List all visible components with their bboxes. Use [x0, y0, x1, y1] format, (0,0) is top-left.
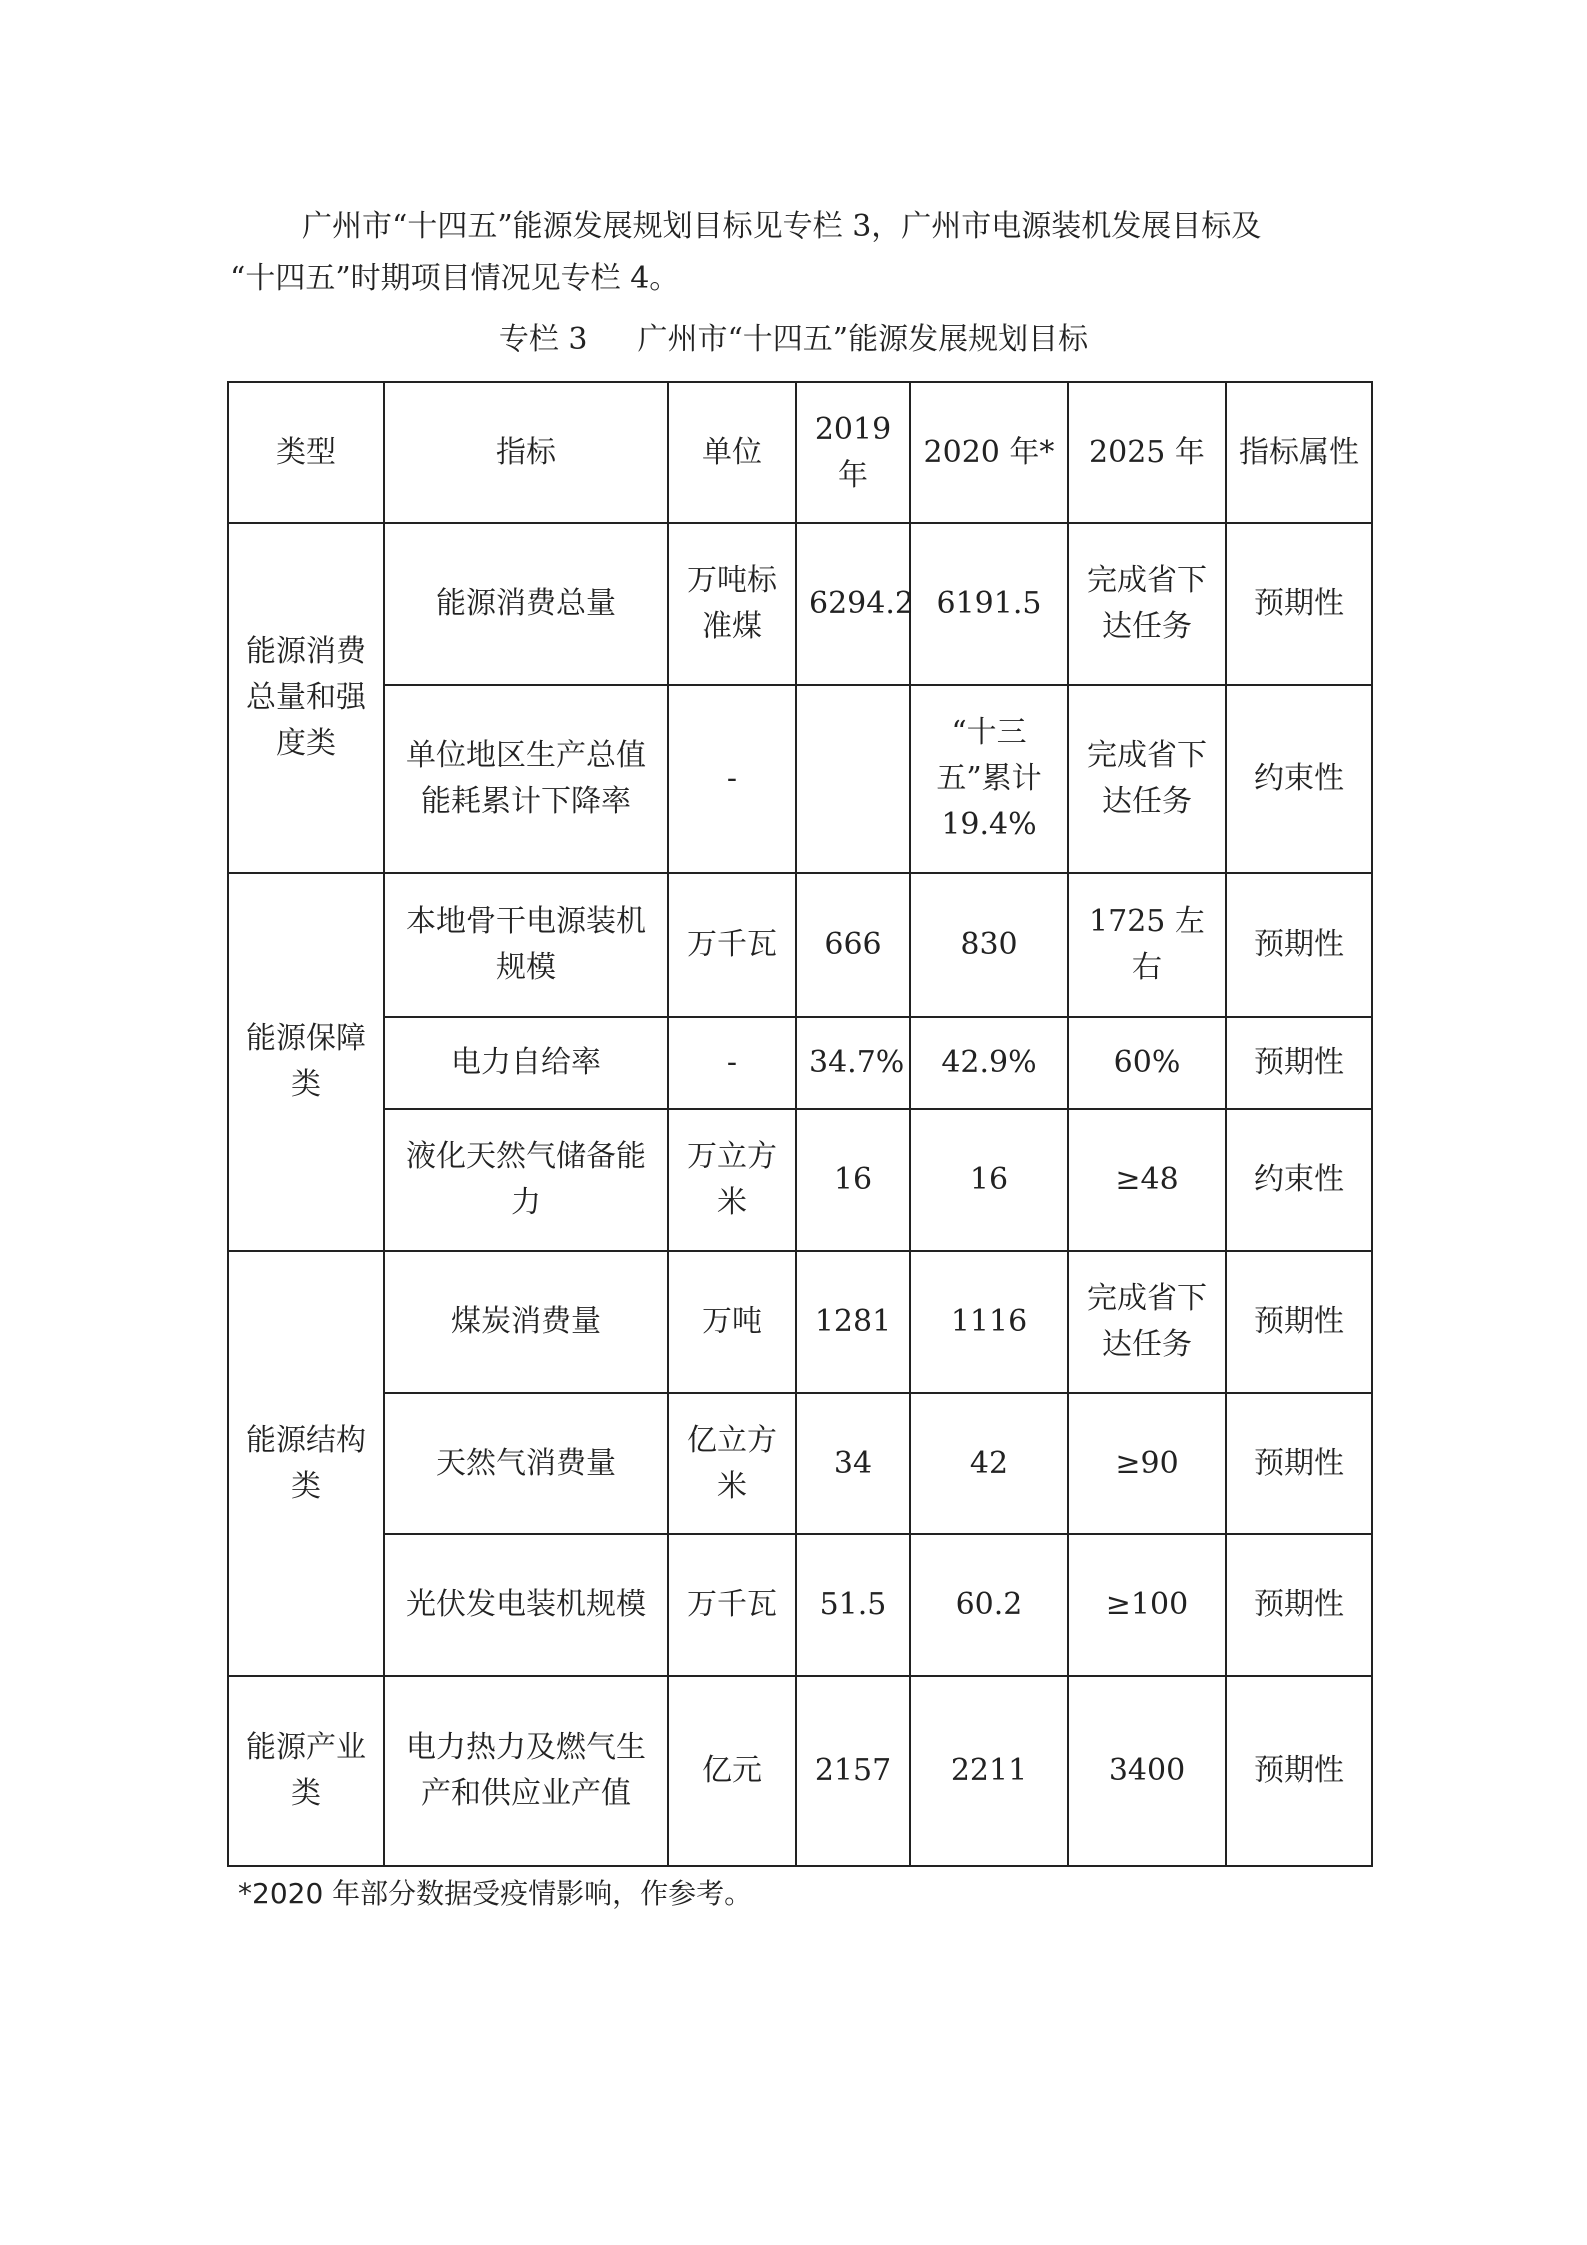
value-2019-cell: 51.5: [796, 1534, 910, 1676]
target-2025-cell: 完成省下达任务: [1068, 1251, 1226, 1393]
attribute-cell: 预期性: [1226, 523, 1372, 685]
table-row: [228, 1393, 1372, 1534]
value-2020-cell: 6191.5: [910, 523, 1068, 685]
indicator-cell: 光伏发电装机规模: [384, 1534, 668, 1676]
attribute-cell: 预期性: [1226, 1393, 1372, 1534]
indicator-cell: 煤炭消费量: [384, 1251, 668, 1393]
column-header: 指标: [384, 382, 668, 523]
unit-cell: 万立方米: [668, 1109, 796, 1251]
type-cell: 能源结构类: [228, 1251, 384, 1676]
attribute-cell: 预期性: [1226, 1017, 1372, 1109]
intro-text-1: 广州市“十四五”能源发展规划目标见专栏 3，广州市电源装机发展目标及: [302, 209, 1262, 244]
value-2020-cell: 1116: [910, 1251, 1068, 1393]
table-row: [228, 1017, 1372, 1109]
target-2025-cell: 完成省下达任务: [1068, 685, 1226, 873]
target-2025-cell: 完成省下达任务: [1068, 523, 1226, 685]
indicator-cell: 单位地区生产总值能耗累计下降率: [384, 685, 668, 873]
attribute-cell: 约束性: [1226, 1109, 1372, 1251]
value-2019-cell: 1281: [796, 1251, 910, 1393]
target-2025-cell: ≥100: [1068, 1534, 1226, 1676]
unit-cell: 万千瓦: [668, 1534, 796, 1676]
indicator-cell: 液化天然气储备能力: [384, 1109, 668, 1251]
table-header: [228, 382, 1372, 523]
unit-cell: 亿元: [668, 1676, 796, 1866]
table-body: [228, 523, 1372, 1866]
value-2019-cell: 6294.2: [796, 523, 910, 685]
table-row: [228, 1251, 1372, 1393]
indicator-cell: 本地骨干电源装机规模: [384, 873, 668, 1017]
attribute-cell: 预期性: [1226, 1676, 1372, 1866]
value-2019-cell: 34: [796, 1393, 910, 1534]
footnote: *2020 年部分数据受疫情影响，作参考。: [238, 1877, 753, 1910]
unit-cell: 万吨标准煤: [668, 523, 796, 685]
table-row: [228, 1534, 1372, 1676]
column-header: 2019 年: [796, 382, 910, 523]
intro-paragraph-line2: [230, 250, 1380, 308]
column-header: 指标属性: [1226, 382, 1372, 523]
unit-cell: 万吨: [668, 1251, 796, 1393]
table-row: [228, 873, 1372, 1017]
value-2019-cell: 666: [796, 873, 910, 1017]
table-row: [228, 523, 1372, 685]
target-2025-cell: 60%: [1068, 1017, 1226, 1109]
value-2020-cell: “十三五”累计19.4%: [910, 685, 1068, 873]
target-2025-cell: 3400: [1068, 1676, 1226, 1866]
value-2020-cell: 42.9%: [910, 1017, 1068, 1109]
value-2019-cell: 2157: [796, 1676, 910, 1866]
column-header: 类型: [228, 382, 384, 523]
indicator-cell: 电力热力及燃气生产和供应业产值: [384, 1676, 668, 1866]
type-cell: 能源消费总量和强度类: [228, 523, 384, 873]
value-2020-cell: 2211: [910, 1676, 1068, 1866]
attribute-cell: 约束性: [1226, 685, 1372, 873]
value-2020-cell: 42: [910, 1393, 1068, 1534]
unit-cell: -: [668, 1017, 796, 1109]
attribute-cell: 预期性: [1226, 1251, 1372, 1393]
indicator-cell: 天然气消费量: [384, 1393, 668, 1534]
table-row: [228, 1109, 1372, 1251]
unit-cell: 万千瓦: [668, 873, 796, 1017]
indicator-cell: 电力自给率: [384, 1017, 668, 1109]
value-2020-cell: 60.2: [910, 1534, 1068, 1676]
intro-paragraph-line1: [230, 198, 1380, 256]
unit-cell: 亿立方米: [668, 1393, 796, 1534]
table-row: [228, 685, 1372, 873]
target-2025-cell: ≥90: [1068, 1393, 1226, 1534]
value-2020-cell: 16: [910, 1109, 1068, 1251]
table-row: [228, 1676, 1372, 1866]
attribute-cell: 预期性: [1226, 1534, 1372, 1676]
table-caption: [0, 318, 1587, 362]
type-cell: 能源产业类: [228, 1676, 384, 1866]
target-2025-cell: ≥48: [1068, 1109, 1226, 1251]
column-header: 2025 年: [1068, 382, 1226, 523]
type-cell: 能源保障类: [228, 873, 384, 1251]
column-header: 单位: [668, 382, 796, 523]
energy-targets-table: [227, 381, 1373, 1867]
value-2020-cell: 830: [910, 873, 1068, 1017]
attribute-cell: 预期性: [1226, 873, 1372, 1017]
value-2019-cell: 34.7%: [796, 1017, 910, 1109]
unit-cell: -: [668, 685, 796, 873]
caption-title: 广州市“十四五”能源发展规划目标: [637, 322, 1089, 357]
indicator-cell: 能源消费总量: [384, 523, 668, 685]
column-header: 2020 年*: [910, 382, 1068, 523]
value-2019-cell: [796, 685, 910, 873]
intro-text-2: “十四五”时期项目情况见专栏 4。: [230, 261, 680, 296]
caption-label: 专栏 3: [498, 322, 588, 357]
target-2025-cell: 1725 左右: [1068, 873, 1226, 1017]
value-2019-cell: 16: [796, 1109, 910, 1251]
